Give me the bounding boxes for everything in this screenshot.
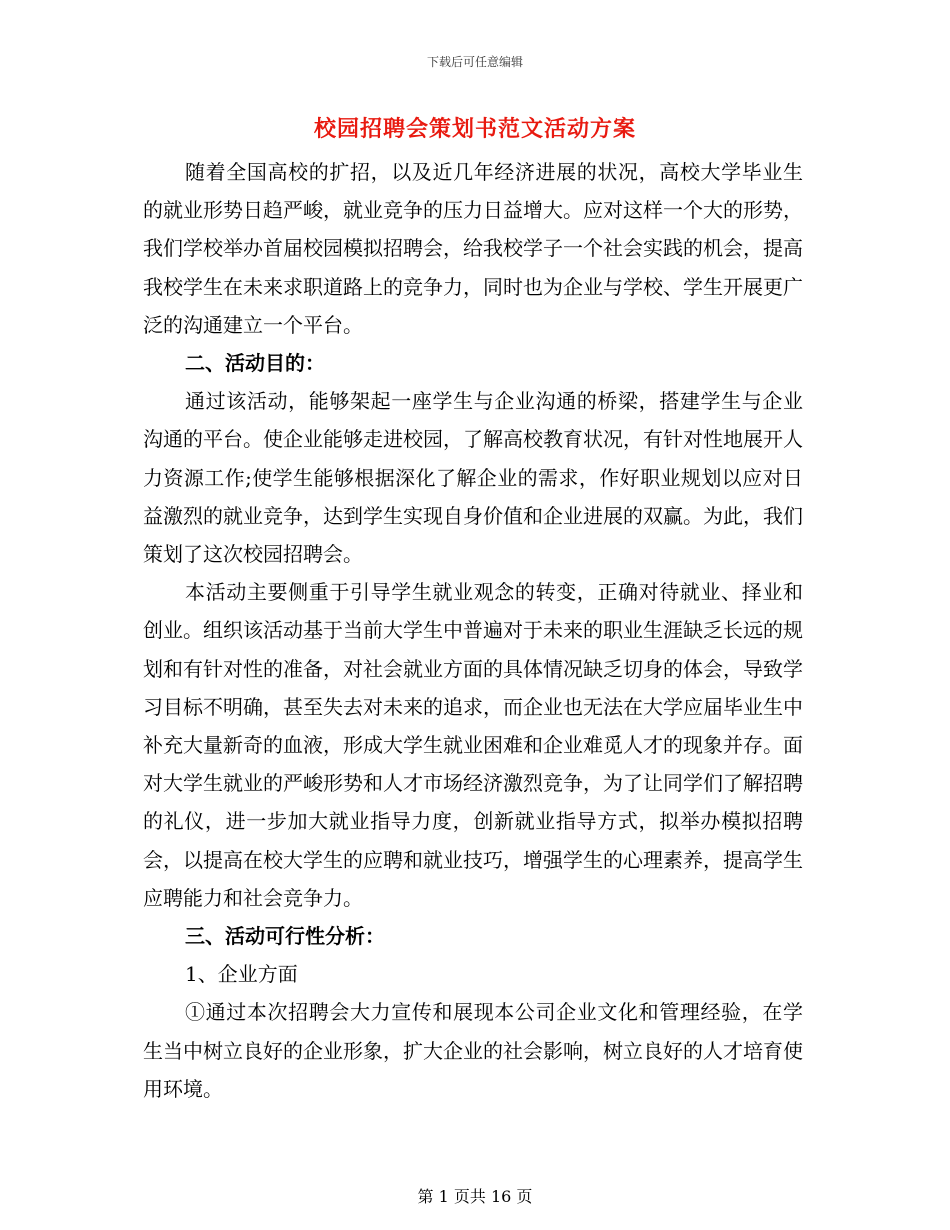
header-note: 下载后可任意编辑 [426, 55, 523, 69]
paragraph-focus: 本活动主要侧重于引导学生就业观念的转变，正确对待就业、择业和创业。组织该活动基于当前大学生中普遍对于未来的职业生涯缺乏长远的规划和有针对性的准备，对社会就业方面的具体情况缺乏切身的体会，导致学习目标不明确，甚至失去对未来的追求，而企业也无法在大学应届毕业生中补充大量新奇的血液，形成大学生就业困难和企业难觅人才的现象并存。面对大学生就业的严峻形势和人才市场经济激烈竞争，为了让同学们了解招聘的礼仪，进一步加大就业指导力度，创新就业指导方式，拟举办模拟招聘会，以提高在校大学生的应聘和就业技巧，增强学生的心理素养，提高学生应聘能力和社会竞争力。 [143, 580, 803, 910]
subsection-enterprise: 1、企业方面 [185, 962, 298, 987]
page-footer: 第 1 页共 16 页 [417, 1187, 533, 1206]
document-title: 校园招聘会策划书范文活动方案 [313, 116, 636, 142]
paragraph-purpose: 通过该活动，能够架起一座学生与企业沟通的桥梁，搭建学生与企业沟通的平台。使企业能够走进校园，了解高校教育状况，有针对性地展开人力资源工作;使学生能够根据深化了解企业的需求，作好职业规划以应对日益激烈的就业竞争，达到学生实现自身价值和企业进展的双赢。为此，我们策划了这次校园招聘会。 [143, 389, 803, 567]
section-heading-feasibility: 三、活动可行性分析： [185, 924, 385, 949]
section-heading-purpose: 二、活动目的： [185, 351, 325, 376]
paragraph-intro: 随着全国高校的扩招，以及近几年经济进展的状况，高校大学毕业生的就业形势日趋严峻，就业竞争的压力日益增大。应对这样一个大的形势，我们学校举办首届校园模拟招聘会，给我校学子一个社会实践的机会，提高我校学生在未来求职道路上的竞争力，同时也为企业与学校、学生开展更广泛的沟通建立一个平台。 [143, 160, 803, 337]
paragraph-enterprise-point-1: ①通过本次招聘会大力宣传和展现本公司企业文化和管理经验，在学生当中树立良好的企业形象，扩大企业的社会影响，树立良好的人才培育使用环境。 [143, 1000, 803, 1101]
document-body [143, 153, 803, 1108]
